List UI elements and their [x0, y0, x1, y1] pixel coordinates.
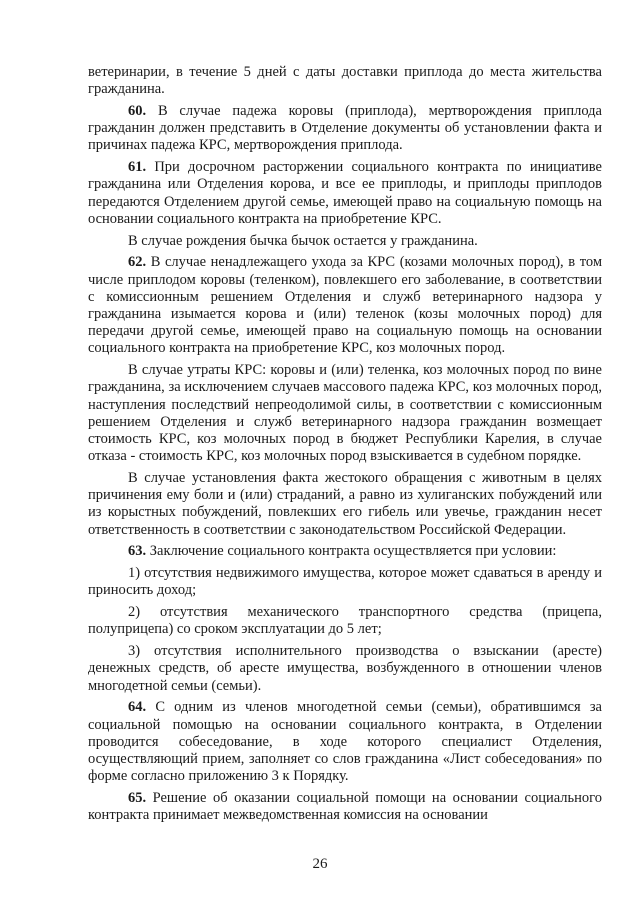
clause-number: 61.	[128, 159, 147, 176]
paragraph-63-item-1: 1) отсутствия недвижимого имущества, которое может сдаваться в аренду и приносить доход;	[88, 565, 602, 599]
clause-number: 62.	[128, 254, 147, 271]
paragraph-63-item-2: 2) отсутствия механического транспортного средства (прицепа, полуприцепа) со сроком эксплуатации до 5 лет;	[88, 604, 602, 638]
document-body	[88, 64, 602, 829]
page-number: 26	[312, 856, 328, 872]
clause-number: 64.	[128, 699, 147, 716]
clause-number: 63.	[128, 543, 147, 560]
paragraph-60: 60. В случае падежа коровы (приплода), мертворождения приплода гражданин должен представить в Отделение документы об установлении факта и причинах падежа КРС, мертворождения приплода.	[88, 103, 602, 154]
paragraph-continuation: ветеринарии, в течение 5 дней с даты доставки приплода до места жительства гражданина.	[88, 64, 602, 98]
paragraph-62-loss: В случае утраты КРС: коровы и (или) теленка, коз молочных пород по вине гражданина, за исключением случаев массового падежа КРС, коз молочных пород, наступления последствий непреодолимой силы, в соответствии с комиссионным решением Отделения и служб ветеринарного надзора гражданин возмещает стоимость КРС, коз молочных пород в бюджет Республики Карелия, в случае отказа - стоимость КРС, коз молочных пород взыскивается в судебном порядке.	[88, 362, 602, 465]
paragraph-62: 62. В случае ненадлежащего ухода за КРС (козами молочных пород), в том числе приплодом коровы (теленком), повлекшего его заболевание, в соответствии с комиссионным решением Отделения и служб ветеринарного надзора у гражданина изымается корова и (или) теленок (козы молочных пород) для передачи другой семье, имеющей право на социальную помощь на основании социального контракта на приобретение КРС, коз молочных пород.	[88, 254, 602, 357]
clause-number: 65.	[128, 790, 147, 807]
paragraph-62-cruelty: В случае установления факта жестокого обращения с животным в целях причинения ему боли и (или) страданий, а равно из хулиганских побуждений или из корыстных побуждений, повлекших его гибель или увечье, гражданин несет ответственность в соответствии с законодательством Российской Федерации.	[88, 470, 602, 538]
paragraph-61-bull: В случае рождения бычка бычок остается у гражданина.	[128, 232, 478, 249]
paragraph-64: 64. С одним из членов многодетной семьи (семьи), обратившимся за социальной помощью на основании социального контракта, в Отделении проводится собеседование, в ходе которого специалист Отделения, осуществляющий прием, заполняет со слов гражданина «Лист собеседования» по форме согласно приложению 3 к Порядку.	[88, 699, 602, 785]
paragraph-61: 61. При досрочном расторжении социального контракта по инициативе гражданина или Отделения корова, и все ее приплоды, и приплоды приплодов передаются Отделением другой семье, имеющей право на социальную помощь на основании социального контракта на приобретение КРС.	[88, 159, 602, 227]
paragraph-65: 65. Решение об оказании социальной помощи на основании социального контракта принимает межведомственная комиссия на основании	[88, 790, 602, 824]
paragraph-63-item-3: 3) отсутствия исполнительного производства о взыскании (аресте) денежных средств, об аресте имущества, возбужденного в отношении членов многодетной семьи (семьи).	[88, 643, 602, 694]
clause-number: 60.	[128, 103, 147, 119]
paragraph-63: 63. Заключение социального контракта осуществляется при условии:	[128, 543, 557, 560]
